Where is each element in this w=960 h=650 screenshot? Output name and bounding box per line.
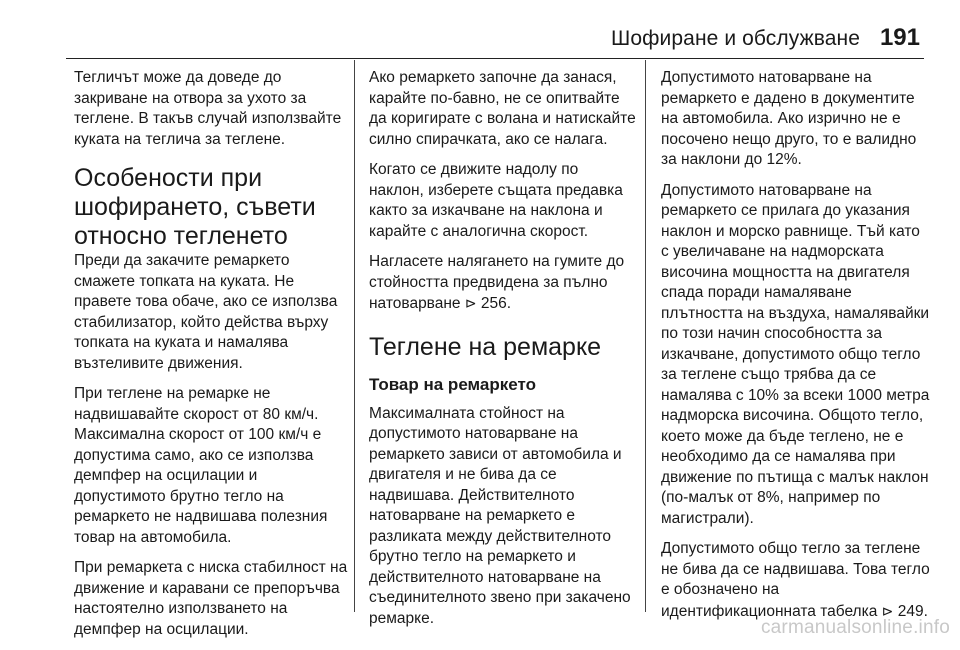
paragraph: Преди да закачите ремаркето смажете топката на куката. Не правете това обаче, ако се използва стабилизатор, който действа върху топката на куката и намалява възтеливите движения. <box>74 252 338 372</box>
subsection-heading: Товар на ремаркето <box>369 374 536 394</box>
paragraph-text: Допустимото общо тегло за теглене не бива да се надвишава. Това тегло е обозначено на идентификационната табелка <box>661 540 930 620</box>
paragraph: Максималната стойност на допустимото натоварване на ремаркето зависи от автомобила и двигателя и не бива да се надвишава. Действителното натоварване на ремаркето е разликата между действителното брутно тегло на ремаркето и действителното натоварване на съединителното звено при закачено ремарке. <box>369 404 631 627</box>
paragraph: Когато се движите надолу по наклон, изберете същата предавка както за изкачване на наклона и карайте с аналогична скорост. <box>369 161 623 240</box>
paragraph <box>369 252 637 315</box>
header-rule <box>66 58 924 59</box>
page-reference-link[interactable] <box>465 295 511 312</box>
paragraph: Допустимото натоварване на ремаркето е дадено в документите на автомобила. Ако изрично не е посочено нещо друго, то е валидно за наклони до 12%. <box>661 69 917 168</box>
column-divider-2 <box>645 60 646 612</box>
paragraph: Ако ремаркето започне да занася, карайте по-бавно, не се опитвайте да коригирате с волана и натискайте силно спирачката, ако се налага. <box>369 69 636 148</box>
paragraph <box>661 539 931 622</box>
page-header <box>0 0 960 58</box>
paragraph: Тегличът може да доведе до закриване на отвора за ухото за теглене. В такъв случай използвайте куката на теглича за теглене. <box>74 69 342 148</box>
paragraph-text: Нагласете налягането на гумите до стойността предвидена за пълно натоварване <box>369 253 625 312</box>
section-heading: Теглене на ремарке <box>369 332 602 361</box>
paragraph: При теглене на ремарке не надвишавайте скорост от 80 км/ч. Максимална скорост от 100 км/ч е допустима само, ако се използва демпфер на осцилации и допустимото брутно тегло на ремаркето не надвишава полезния товар на автомобила. <box>74 385 328 546</box>
section-heading: Особености при шофирането, съвети относно тегленето <box>74 164 316 250</box>
section-title: Шофиране и обслужване <box>611 27 860 50</box>
page-reference-number: 256. <box>480 295 512 312</box>
watermark: carmanualsonline.info <box>760 617 950 638</box>
column-3 <box>661 68 931 632</box>
page-ref-icon: ⊳ <box>881 602 894 619</box>
paragraph: При ремаркета с ниска стабилност на движение и каравани се препоръчва настоятелно използването на демпфер на осцилации. <box>74 559 348 638</box>
column-1 <box>74 68 348 650</box>
column-divider-1 <box>354 60 355 612</box>
page-ref-icon: ⊳ <box>464 295 477 311</box>
paragraph: Допустимото натоварване на ремаркето се прилага до указания наклон и морско равнище. Тъй като с увеличаване на надморската височина мощността на двигателя спада поради намаляване плътността на въздуха, намалявайки по този начин способността за изкачване, допустимото общо тегло за теглене също трябва да се намалява с 10% за всеки 1000 метра надморска височина. Общото тегло, което може да бъде теглено, не е необходимо да се намалява при движение по пътища с малък наклон (по-малък от 8%, например по магистрали). <box>661 181 930 527</box>
column-2 <box>369 68 637 639</box>
page-number: 191 <box>879 24 920 51</box>
page-reference-number: 249. <box>897 602 928 620</box>
